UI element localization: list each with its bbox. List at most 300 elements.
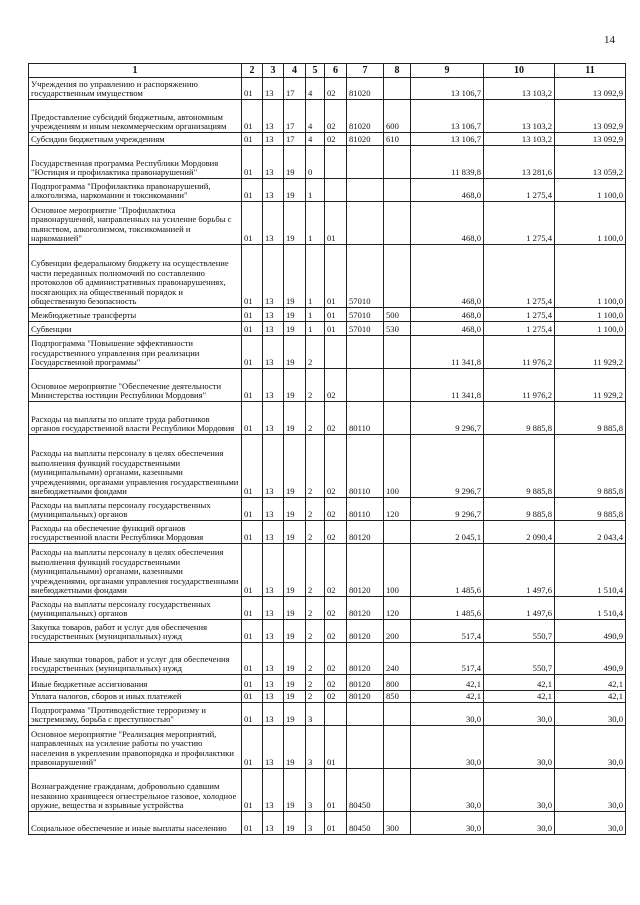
- table-row: [29, 703, 626, 726]
- cell-col-6: [325, 336, 347, 369]
- cell-col-4: 19: [284, 308, 306, 322]
- cell-col-9: 13 106,7: [411, 78, 484, 100]
- cell-col-7: 80450: [347, 812, 384, 835]
- cell-col-9: 2 045,1: [411, 521, 484, 544]
- cell-col-5: 1: [306, 308, 325, 322]
- cell-col-6: [325, 703, 347, 726]
- cell-col-2: 01: [242, 100, 263, 133]
- cell-col-4: 19: [284, 336, 306, 369]
- cell-col-3: 13: [263, 202, 284, 245]
- cell-col-7: 80120: [347, 544, 384, 597]
- cell-col-6: 02: [325, 78, 347, 100]
- row-name: Учреждения по управлению и распоряжению государственным имуществом: [29, 78, 242, 100]
- cell-col-5: 2: [306, 675, 325, 691]
- cell-col-8: 120: [384, 498, 411, 521]
- cell-col-9: 11 341,8: [411, 369, 484, 402]
- column-header-9: 9: [411, 64, 484, 78]
- cell-col-6: 02: [325, 435, 347, 498]
- cell-col-9: 9 296,7: [411, 435, 484, 498]
- cell-col-5: 4: [306, 100, 325, 133]
- cell-col-6: 01: [325, 322, 347, 336]
- table-body: [29, 78, 626, 835]
- cell-col-7: 80450: [347, 769, 384, 812]
- cell-col-2: 01: [242, 726, 263, 769]
- cell-col-6: 02: [325, 544, 347, 597]
- cell-col-9: 468,0: [411, 245, 484, 308]
- cell-col-4: 19: [284, 597, 306, 620]
- cell-col-8: [384, 369, 411, 402]
- row-name: Основное мероприятие "Профилактика правонарушений, направленных на усиление борьбы с пьянством, алкоголизмом, токсикоманией и наркоманией": [29, 202, 242, 245]
- row-name: Расходы на выплаты персоналу в целях обеспечения выполнения функций государственными (муниципальными) органами, казенными учреждениями, органами управления государственными внебюджетными фондами: [29, 544, 242, 597]
- cell-col-11: 2 043,4: [555, 521, 626, 544]
- cell-col-5: 2: [306, 498, 325, 521]
- cell-col-11: 490,9: [555, 620, 626, 643]
- cell-col-8: 100: [384, 544, 411, 597]
- cell-col-7: 80120: [347, 521, 384, 544]
- cell-col-9: 468,0: [411, 179, 484, 202]
- cell-col-10: 1 497,6: [484, 544, 555, 597]
- cell-col-10: 30,0: [484, 812, 555, 835]
- cell-col-8: [384, 245, 411, 308]
- cell-col-7: 57010: [347, 245, 384, 308]
- row-name: Межбюджетные трансферты: [29, 308, 242, 322]
- cell-col-10: 1 275,4: [484, 202, 555, 245]
- cell-col-7: [347, 179, 384, 202]
- cell-col-10: 2 090,4: [484, 521, 555, 544]
- column-header-6: 6: [325, 64, 347, 78]
- cell-col-7: 80110: [347, 435, 384, 498]
- row-name: Уплата налогов, сборов и иных платежей: [29, 691, 242, 703]
- cell-col-10: 1 275,4: [484, 308, 555, 322]
- row-name: Социальное обеспечение и иные выплаты населению: [29, 812, 242, 835]
- table-row: [29, 769, 626, 812]
- cell-col-2: 01: [242, 146, 263, 179]
- cell-col-5: 2: [306, 643, 325, 675]
- cell-col-7: 81020: [347, 133, 384, 146]
- cell-col-2: 01: [242, 521, 263, 544]
- cell-col-10: 30,0: [484, 769, 555, 812]
- cell-col-6: 02: [325, 100, 347, 133]
- cell-col-11: 9 885,8: [555, 402, 626, 435]
- cell-col-2: 01: [242, 402, 263, 435]
- column-header-7: 7: [347, 64, 384, 78]
- cell-col-8: 240: [384, 643, 411, 675]
- cell-col-8: 600: [384, 100, 411, 133]
- cell-col-3: 13: [263, 726, 284, 769]
- row-name: Расходы на выплаты по оплате труда работников органов государственной власти Республики Мордовия: [29, 402, 242, 435]
- cell-col-2: 01: [242, 597, 263, 620]
- cell-col-9: 9 296,7: [411, 498, 484, 521]
- cell-col-2: 01: [242, 498, 263, 521]
- cell-col-9: 517,4: [411, 643, 484, 675]
- cell-col-7: 57010: [347, 322, 384, 336]
- table-row: [29, 498, 626, 521]
- row-name: Субсидии бюджетным учреждениям: [29, 133, 242, 146]
- cell-col-4: 17: [284, 133, 306, 146]
- table-row: [29, 620, 626, 643]
- cell-col-8: 850: [384, 691, 411, 703]
- column-header-2: 2: [242, 64, 263, 78]
- cell-col-9: 9 296,7: [411, 402, 484, 435]
- cell-col-8: [384, 202, 411, 245]
- cell-col-5: 2: [306, 369, 325, 402]
- cell-col-4: 19: [284, 726, 306, 769]
- cell-col-9: 30,0: [411, 726, 484, 769]
- cell-col-6: 02: [325, 521, 347, 544]
- cell-col-5: 2: [306, 620, 325, 643]
- table-row: [29, 369, 626, 402]
- cell-col-4: 19: [284, 369, 306, 402]
- row-name: Вознаграждение гражданам, добровольно сдавшим незаконно хранящееся огнестрельное газовое, холодное оружие, вещества и взрывные устройства: [29, 769, 242, 812]
- cell-col-8: [384, 726, 411, 769]
- cell-col-11: 490,9: [555, 643, 626, 675]
- cell-col-5: 2: [306, 435, 325, 498]
- cell-col-3: 13: [263, 435, 284, 498]
- cell-col-5: 2: [306, 544, 325, 597]
- cell-col-8: [384, 402, 411, 435]
- cell-col-2: 01: [242, 544, 263, 597]
- cell-col-5: 2: [306, 597, 325, 620]
- table-row: [29, 133, 626, 146]
- table-row: [29, 675, 626, 691]
- row-name: Расходы на обеспечение функций органов государственной власти Республики Мордовия: [29, 521, 242, 544]
- column-header-1: 1: [29, 64, 242, 78]
- cell-col-3: 13: [263, 769, 284, 812]
- cell-col-2: 01: [242, 133, 263, 146]
- cell-col-2: 01: [242, 78, 263, 100]
- table-row: [29, 336, 626, 369]
- cell-col-6: 02: [325, 597, 347, 620]
- cell-col-11: 1 100,0: [555, 322, 626, 336]
- cell-col-2: 01: [242, 322, 263, 336]
- cell-col-6: 02: [325, 691, 347, 703]
- cell-col-7: 81020: [347, 100, 384, 133]
- cell-col-4: 19: [284, 498, 306, 521]
- cell-col-3: 13: [263, 620, 284, 643]
- row-name: Подпрограмма "Противодействие терроризму и экстремизму, борьба с преступностью": [29, 703, 242, 726]
- cell-col-2: 01: [242, 643, 263, 675]
- cell-col-11: 9 885,8: [555, 435, 626, 498]
- cell-col-2: 01: [242, 202, 263, 245]
- cell-col-8: [384, 78, 411, 100]
- column-header-10: 10: [484, 64, 555, 78]
- cell-col-3: 13: [263, 597, 284, 620]
- cell-col-10: 13 103,2: [484, 133, 555, 146]
- cell-col-9: 42,1: [411, 691, 484, 703]
- cell-col-5: 1: [306, 202, 325, 245]
- cell-col-9: 13 106,7: [411, 133, 484, 146]
- cell-col-5: 3: [306, 769, 325, 812]
- cell-col-5: 2: [306, 521, 325, 544]
- cell-col-5: 1: [306, 245, 325, 308]
- cell-col-11: 30,0: [555, 726, 626, 769]
- cell-col-10: 13 103,2: [484, 100, 555, 133]
- cell-col-2: 01: [242, 336, 263, 369]
- cell-col-7: 80110: [347, 498, 384, 521]
- cell-col-7: [347, 369, 384, 402]
- cell-col-3: 13: [263, 691, 284, 703]
- table-row: [29, 146, 626, 179]
- row-name: Расходы на выплаты персоналу государственных (муниципальных) органов: [29, 498, 242, 521]
- cell-col-6: 02: [325, 369, 347, 402]
- cell-col-11: 1 510,4: [555, 544, 626, 597]
- cell-col-4: 19: [284, 620, 306, 643]
- cell-col-8: [384, 146, 411, 179]
- cell-col-11: 11 929,2: [555, 336, 626, 369]
- cell-col-9: 1 485,6: [411, 597, 484, 620]
- row-name: Субвенции: [29, 322, 242, 336]
- cell-col-5: 3: [306, 812, 325, 835]
- row-name: Иные закупки товаров, работ и услуг для обеспечения государственных (муниципальных) нужд: [29, 643, 242, 675]
- cell-col-10: 9 885,8: [484, 402, 555, 435]
- cell-col-8: 200: [384, 620, 411, 643]
- cell-col-4: 19: [284, 179, 306, 202]
- cell-col-6: 02: [325, 402, 347, 435]
- row-name: Расходы на выплаты персоналу в целях обеспечения выполнения функций государственными (муниципальными) органами, казенными учреждениями, органами управления государственными внебюджетными фондами: [29, 435, 242, 498]
- cell-col-11: 1 100,0: [555, 179, 626, 202]
- cell-col-6: 02: [325, 133, 347, 146]
- cell-col-7: 80120: [347, 597, 384, 620]
- budget-table: [28, 63, 626, 835]
- cell-col-11: 30,0: [555, 703, 626, 726]
- cell-col-4: 19: [284, 769, 306, 812]
- cell-col-5: 2: [306, 336, 325, 369]
- cell-col-10: 42,1: [484, 675, 555, 691]
- cell-col-6: 02: [325, 643, 347, 675]
- cell-col-4: 19: [284, 521, 306, 544]
- row-name: Предоставление субсидий бюджетным, автономным учреждениям и иным некоммерческим организациям: [29, 100, 242, 133]
- table-row: [29, 597, 626, 620]
- column-header-3: 3: [263, 64, 284, 78]
- cell-col-4: 19: [284, 544, 306, 597]
- cell-col-6: 01: [325, 812, 347, 835]
- cell-col-4: 17: [284, 78, 306, 100]
- cell-col-3: 13: [263, 245, 284, 308]
- cell-col-2: 01: [242, 179, 263, 202]
- column-header-11: 11: [555, 64, 626, 78]
- cell-col-8: [384, 703, 411, 726]
- cell-col-2: 01: [242, 308, 263, 322]
- table-row: [29, 812, 626, 835]
- cell-col-3: 13: [263, 812, 284, 835]
- cell-col-3: 13: [263, 369, 284, 402]
- cell-col-9: 11 341,8: [411, 336, 484, 369]
- table-row: [29, 322, 626, 336]
- table-row: [29, 78, 626, 100]
- cell-col-11: 1 100,0: [555, 202, 626, 245]
- row-name: Основное мероприятие "Реализация мероприятий, направленных на усиление работы по участию населения в укреплении правопорядка и профилактики правонарушений": [29, 726, 242, 769]
- table-row: [29, 402, 626, 435]
- cell-col-8: [384, 521, 411, 544]
- cell-col-4: 19: [284, 245, 306, 308]
- cell-col-3: 13: [263, 498, 284, 521]
- cell-col-5: 4: [306, 133, 325, 146]
- cell-col-4: 19: [284, 691, 306, 703]
- cell-col-4: 19: [284, 675, 306, 691]
- cell-col-3: 13: [263, 179, 284, 202]
- cell-col-4: 19: [284, 643, 306, 675]
- table-row: [29, 100, 626, 133]
- row-name: Основное мероприятие "Обеспечение деятельности Министерства юстиции Республики Мордовия": [29, 369, 242, 402]
- cell-col-10: 9 885,8: [484, 498, 555, 521]
- cell-col-6: 01: [325, 726, 347, 769]
- cell-col-9: 1 485,6: [411, 544, 484, 597]
- cell-col-11: 9 885,8: [555, 498, 626, 521]
- cell-col-9: 517,4: [411, 620, 484, 643]
- cell-col-9: 42,1: [411, 675, 484, 691]
- cell-col-3: 13: [263, 336, 284, 369]
- cell-col-11: 11 929,2: [555, 369, 626, 402]
- cell-col-2: 01: [242, 675, 263, 691]
- cell-col-6: [325, 179, 347, 202]
- cell-col-8: [384, 769, 411, 812]
- table-row: [29, 179, 626, 202]
- cell-col-3: 13: [263, 133, 284, 146]
- cell-col-9: 13 106,7: [411, 100, 484, 133]
- cell-col-11: 1 510,4: [555, 597, 626, 620]
- cell-col-8: 300: [384, 812, 411, 835]
- row-name: Иные бюджетные ассигнования: [29, 675, 242, 691]
- cell-col-11: 30,0: [555, 812, 626, 835]
- cell-col-5: 2: [306, 691, 325, 703]
- cell-col-10: 1 497,6: [484, 597, 555, 620]
- table-row: [29, 544, 626, 597]
- cell-col-9: 468,0: [411, 202, 484, 245]
- table-row: [29, 435, 626, 498]
- cell-col-9: 468,0: [411, 322, 484, 336]
- cell-col-10: 13 103,2: [484, 78, 555, 100]
- cell-col-8: 530: [384, 322, 411, 336]
- cell-col-11: 13 092,9: [555, 78, 626, 100]
- table-row: [29, 726, 626, 769]
- cell-col-3: 13: [263, 78, 284, 100]
- cell-col-5: 1: [306, 322, 325, 336]
- cell-col-9: 11 839,8: [411, 146, 484, 179]
- cell-col-5: 3: [306, 703, 325, 726]
- cell-col-2: 01: [242, 620, 263, 643]
- cell-col-3: 13: [263, 322, 284, 336]
- cell-col-10: 13 281,6: [484, 146, 555, 179]
- cell-col-6: 01: [325, 245, 347, 308]
- cell-col-7: [347, 703, 384, 726]
- row-name: Государственная программа Республики Мордовия "Юстиция и профилактика правонарушений": [29, 146, 242, 179]
- cell-col-2: 01: [242, 691, 263, 703]
- cell-col-2: 01: [242, 812, 263, 835]
- cell-col-11: 42,1: [555, 691, 626, 703]
- cell-col-6: 01: [325, 308, 347, 322]
- cell-col-10: 550,7: [484, 643, 555, 675]
- cell-col-6: 02: [325, 620, 347, 643]
- cell-col-4: 19: [284, 202, 306, 245]
- cell-col-5: 1: [306, 179, 325, 202]
- row-name: Подпрограмма "Повышение эффективности государственного управления при реализации Государственной программы": [29, 336, 242, 369]
- cell-col-4: 19: [284, 402, 306, 435]
- table-row: [29, 202, 626, 245]
- cell-col-7: [347, 146, 384, 179]
- cell-col-7: [347, 202, 384, 245]
- cell-col-5: 2: [306, 402, 325, 435]
- cell-col-3: 13: [263, 703, 284, 726]
- cell-col-5: 0: [306, 146, 325, 179]
- cell-col-7: 80120: [347, 691, 384, 703]
- cell-col-11: 1 100,0: [555, 308, 626, 322]
- cell-col-8: 500: [384, 308, 411, 322]
- cell-col-8: 610: [384, 133, 411, 146]
- cell-col-3: 13: [263, 675, 284, 691]
- cell-col-11: 13 059,2: [555, 146, 626, 179]
- cell-col-11: 42,1: [555, 675, 626, 691]
- column-header-4: 4: [284, 64, 306, 78]
- cell-col-6: 02: [325, 498, 347, 521]
- row-name: Закупка товаров, работ и услуг для обеспечения государственных (муниципальных) нужд: [29, 620, 242, 643]
- column-header-5: 5: [306, 64, 325, 78]
- cell-col-6: [325, 146, 347, 179]
- table-row: [29, 245, 626, 308]
- cell-col-6: 01: [325, 769, 347, 812]
- cell-col-3: 13: [263, 643, 284, 675]
- cell-col-9: 468,0: [411, 308, 484, 322]
- cell-col-9: 30,0: [411, 703, 484, 726]
- cell-col-6: 01: [325, 202, 347, 245]
- cell-col-10: 550,7: [484, 620, 555, 643]
- cell-col-7: 80110: [347, 402, 384, 435]
- cell-col-7: 80120: [347, 675, 384, 691]
- cell-col-4: 19: [284, 812, 306, 835]
- cell-col-11: 13 092,9: [555, 100, 626, 133]
- cell-col-2: 01: [242, 435, 263, 498]
- cell-col-5: 3: [306, 726, 325, 769]
- cell-col-10: 1 275,4: [484, 245, 555, 308]
- cell-col-9: 30,0: [411, 769, 484, 812]
- cell-col-7: [347, 726, 384, 769]
- cell-col-3: 13: [263, 521, 284, 544]
- column-header-8: 8: [384, 64, 411, 78]
- cell-col-9: 30,0: [411, 812, 484, 835]
- cell-col-2: 01: [242, 245, 263, 308]
- cell-col-10: 1 275,4: [484, 179, 555, 202]
- cell-col-10: 1 275,4: [484, 322, 555, 336]
- table-row: [29, 308, 626, 322]
- row-name: Субвенции федеральному бюджету на осуществление части переданных полномочий по составлению протоколов об административных правонарушениях, посягающих на общественный порядок и общественную безопасность: [29, 245, 242, 308]
- cell-col-3: 13: [263, 146, 284, 179]
- cell-col-11: 30,0: [555, 769, 626, 812]
- cell-col-8: 100: [384, 435, 411, 498]
- cell-col-6: 02: [325, 675, 347, 691]
- cell-col-7: 57010: [347, 308, 384, 322]
- cell-col-10: 42,1: [484, 691, 555, 703]
- header-row: [29, 64, 626, 78]
- cell-col-11: 1 100,0: [555, 245, 626, 308]
- cell-col-4: 19: [284, 435, 306, 498]
- cell-col-4: 19: [284, 703, 306, 726]
- cell-col-4: 19: [284, 146, 306, 179]
- cell-col-10: 30,0: [484, 726, 555, 769]
- cell-col-3: 13: [263, 308, 284, 322]
- table-row: [29, 691, 626, 703]
- cell-col-11: 13 092,9: [555, 133, 626, 146]
- cell-col-8: [384, 336, 411, 369]
- table-row: [29, 521, 626, 544]
- cell-col-7: 80120: [347, 620, 384, 643]
- cell-col-10: 11 976,2: [484, 369, 555, 402]
- cell-col-8: 120: [384, 597, 411, 620]
- page-number: 14: [604, 34, 615, 46]
- cell-col-3: 13: [263, 100, 284, 133]
- cell-col-3: 13: [263, 402, 284, 435]
- cell-col-4: 17: [284, 100, 306, 133]
- cell-col-2: 01: [242, 769, 263, 812]
- cell-col-8: [384, 179, 411, 202]
